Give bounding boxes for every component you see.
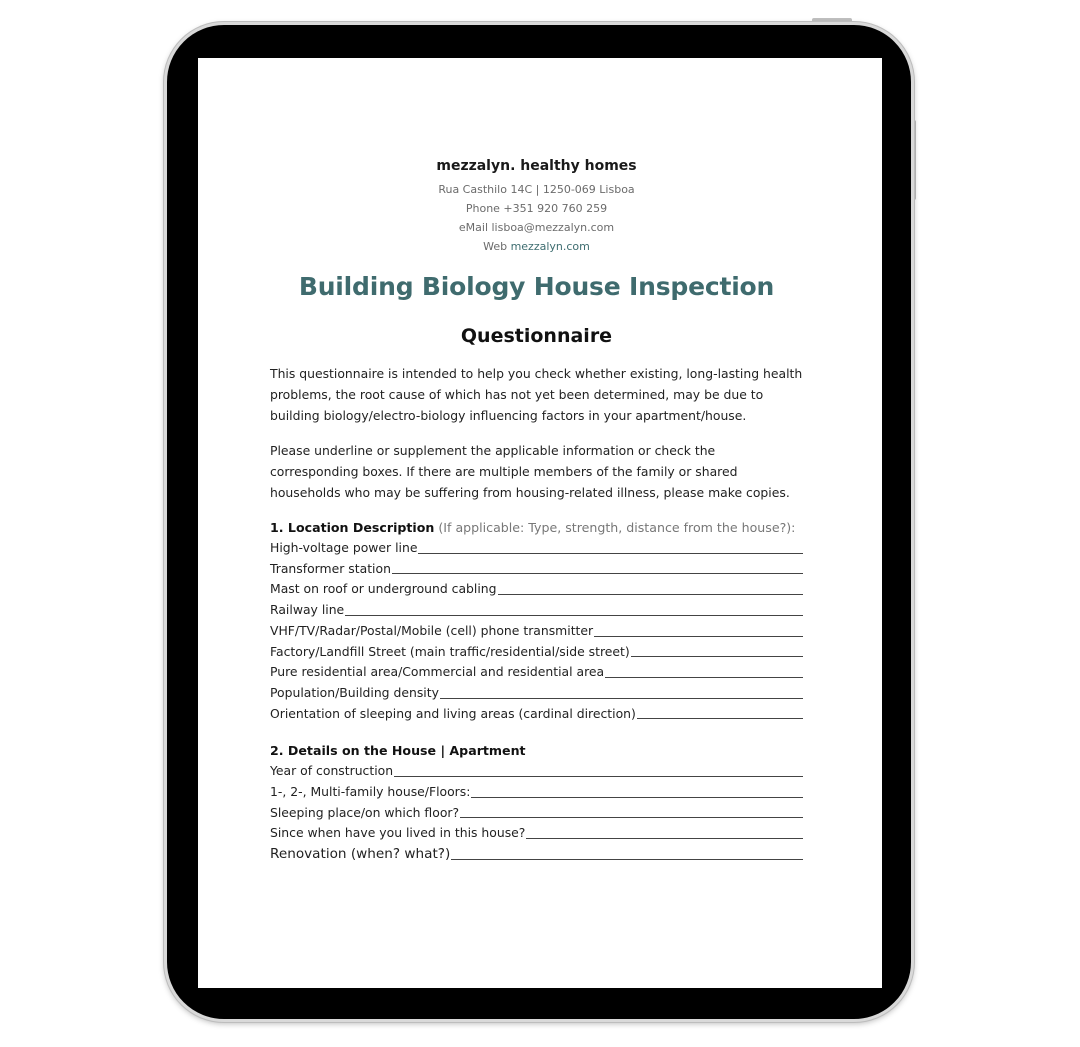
- section-1-title: 1. Location Description: [270, 520, 435, 535]
- website: [270, 237, 803, 256]
- field-transmitter[interactable]: VHF/TV/Radar/Postal/Mobile (cell) phone transmitter: [270, 621, 803, 642]
- answer-line[interactable]: [451, 844, 803, 860]
- website-link[interactable]: mezzalyn.com: [510, 240, 590, 253]
- field-railway[interactable]: Railway line: [270, 600, 803, 621]
- field-year-construction[interactable]: Year of construction: [270, 761, 803, 782]
- email: eMail lisboa@mezzalyn.com: [458, 221, 615, 234]
- section-2-heading: [270, 740, 803, 761]
- answer-line[interactable]: [392, 559, 803, 575]
- answer-line[interactable]: [440, 683, 803, 699]
- field-orientation[interactable]: Orientation of sleeping and living areas (cardinal direction): [270, 704, 803, 725]
- address: Rua Casthilo 14C | 1250-069 Lisboa: [438, 183, 635, 196]
- section-1-heading: [270, 517, 803, 538]
- web-label: Web: [483, 240, 511, 253]
- answer-line[interactable]: [594, 621, 803, 637]
- answer-line[interactable]: [631, 642, 803, 658]
- field-high-voltage[interactable]: High-voltage power line: [270, 538, 803, 559]
- section-1-note: (If applicable: Type, strength, distance from the house?):: [434, 520, 796, 535]
- field-transformer[interactable]: Transformer station: [270, 559, 803, 580]
- section-2-title: 2. Details on the House | Apartment: [270, 743, 526, 759]
- tablet-screen: [198, 58, 882, 988]
- document-subtitle: Questionnaire: [460, 325, 613, 347]
- contact-block: [270, 180, 803, 256]
- document-title: Building Biology House Inspection: [298, 272, 775, 301]
- intro-paragraph-2: Please underline or supplement the applicable information or check the corresponding boxes. If there are multiple members of the family or shared households who may be suffering from housing-related illness, please make copies.: [270, 443, 790, 500]
- field-factory-street[interactable]: Factory/Landfill Street (main traffic/residential/side street): [270, 642, 803, 663]
- field-sleeping-floor[interactable]: Sleeping place/on which floor?: [270, 803, 803, 824]
- field-density[interactable]: Population/Building density: [270, 683, 803, 704]
- intro-paragraph-1: This questionnaire is intended to help you check whether existing, long-lasting health problems, the root cause of which has not yet been determined, may be due to building biology/electro-biology influencing factors in your apartment/house.: [270, 366, 803, 423]
- field-house-type[interactable]: 1-, 2-, Multi-family house/Floors:: [270, 782, 803, 803]
- answer-line[interactable]: [498, 579, 803, 595]
- field-lived-since[interactable]: Since when have you lived in this house?: [270, 823, 803, 844]
- field-renovation[interactable]: Renovation (when? what?): [270, 844, 803, 865]
- answer-line[interactable]: [526, 823, 803, 839]
- answer-line[interactable]: [418, 538, 803, 554]
- company-name: mezzalyn. healthy homes: [436, 158, 637, 174]
- phone: Phone +351 920 760 259: [465, 202, 608, 215]
- answer-line[interactable]: [471, 782, 803, 798]
- document-page: [270, 158, 803, 865]
- field-area-type[interactable]: Pure residential area/Commercial and residential area: [270, 662, 803, 683]
- answer-line[interactable]: [345, 600, 803, 616]
- answer-line[interactable]: [605, 662, 803, 678]
- field-mast[interactable]: Mast on roof or underground cabling: [270, 579, 803, 600]
- answer-line[interactable]: [637, 704, 803, 720]
- answer-line[interactable]: [460, 803, 803, 819]
- answer-line[interactable]: [394, 761, 803, 777]
